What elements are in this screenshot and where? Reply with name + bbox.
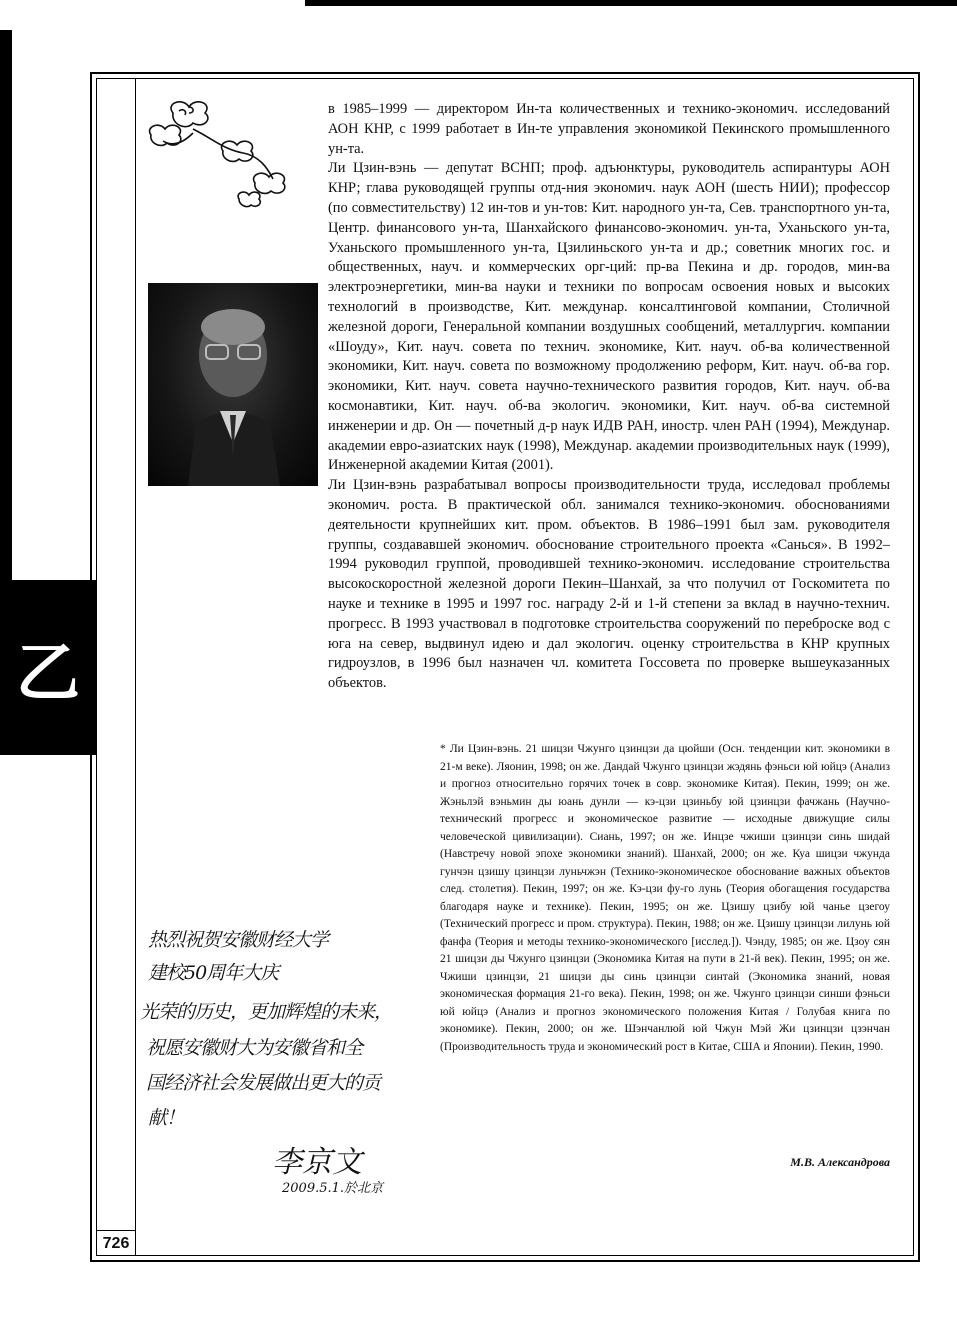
column-rule — [135, 78, 136, 1256]
references-text: * Ли Цзин-вэнь. 21 шицзи Чжунго цзинцзи да цюйши (Осн. тенденции кит. экономики в 21-м веке). Ляонин, 1998; он же. Дандай Чжунго цзинцзи жэдянь фэньси юй юйцэ (Анализ и прогноз относительно горячих точек в совр. экономике Китая). Пекин, 1999; он же. Жэньлэй вэньмин ды юань дунли — кэ-цзи цзиньбу юй цзинцзи фачжань (Научно-технический прогресс и экономическое развитие — исходные движущие силы человеческой цивилизации). Сиань, 1997; он же. Инцзе чжиши цзинцзи синь шидай (Навстречу новой эпохе экономики знаний). Шанхай, 2000; он же. Куа шицзи чжунда гунчэн цзишу цзинцзи луньчжэн (Технико-экономическое обоснование важных объектов след. столетия). Пекин, 1997; он же. Кэ-цзи фу-го лунь (Теория обогащения государства благодаря науке и технике). Пекин, 1995; он же. Цзишу цзибу юй чанье цзегоу (Технический прогресс и пром. структура). Пекин, 1988; он же. Цзишу цзинцзи лилунь юй фанфа (Теория и методы технико-экономического [исслед.]). Чэнду, 1985; он же. Цзоу сян 21 шицзи ды Чжунго цзинцзи (Экономика Китая на пути в 21-й век). Пекин, 1995; он же. Чжиши цзинцзи, 21 шицзи ды синь цзинцзи синтай (Экономика знаний, новая экономическая формация 21-го века). Пекин, 1998; он же. Чжунго цзинцзи синши фэньси юй юйцэ (Анализ и прогноз экономического положения Китая / Голубая книга по экономике). Пекин, 2000; он же. Шэнчанлюй юй Чжун Мэй Жи цзинцзи цзэнчан (Производительность труда и экономический рост в Китае, США и Японии). Пекин, 1990. — [440, 743, 890, 1053]
cloud-ornament-icon — [143, 95, 303, 215]
signature-date: 2009.5.1.於北京 — [282, 1181, 384, 1196]
portrait-figure — [148, 283, 318, 486]
page-number: 726 — [96, 1230, 136, 1257]
inscription-line: 祝愿安徽财大为安徽省和全 — [146, 1037, 363, 1059]
biography-text — [328, 100, 890, 694]
top-rule — [305, 0, 957, 6]
bio-paragraph: Ли Цзин-вэнь разрабатывал вопросы производительности труда, исследовал проблемы экономич. роста. В практической обл. занимался технико-экономич. обоснованиями деятельности крупнейших кит. пром. объектов. В 1986–1991 был зам. руководителя группы, создававшей экономич. обоснование строительного проекта «Санься». В 1992–1994 руководил группой, проводившей технико-экономич. исследование строительства высокоскоростной железной дороги Пекин–Шанхай, за что получил от Госкомитета по науке и технике в 1995 и 1997 гос. награду 2-й и 1-й степени за вклад в научно-технич. прогресс. В 1993 участвовал в подготовке строительства сооружений по переброске вод с юга на север, выдвинул идею и дал экологич. оценку строительства в КНР крупных гидроузлов, в 1996 был назначен чл. комитета Госсовета по проверке вышеуказанных объектов. — [328, 477, 890, 692]
bio-paragraph: Ли Цзин-вэнь — депутат ВСНП; проф. адъюнктуры, руководитель аспирантуры АОН КНР; глава руководящей группы отд-ния экономич. наук АОН (шесть НИИ); профессор (по совместительству) 12 ин-тов и ун-тов: Кит. народного ун-та, Сев. транспортного ун-та, Центр. финансового ун-та, Шанхайского финансово-экономич. ун-та, Уханьского ун-та, Уханьского промышленного ун-та, Цзилиньского ун-та и др.; советник многих гос. и общественных, науч. и коммерческих орг-ций: пр-ва Пекина и др. городов, мин-ва электроэнергетики, мин-ва науки и техники по вопросам освоения новых и высоких технологий в производстве, Кит. междунар. консалтинговой компании, Столичной железной дороги, Генеральной компании воздушных сообщений, металлургич. компании «Шоуду», Кит. науч. совета по технич. экономике, Кит. науч. об-ва количественной экономики, Кит. науч. совета по возможному продолжению реформ, Кит. науч. об-ва гор. экономики, Кит. науч. совета научно-технического развития городов, Кит. науч. об-ва космонавтики, Кит. науч. об-ва экологич. экономики, Кит. науч. об-ва системной инженерии и др. Он — почетный д-р наук ИДВ РАН, иностр. член РАН (1994), Междунар. академии евро-азиатских наук (1998), Междунар. академии производительных наук (1999), Инженерной академии Китая (2001). — [328, 160, 890, 474]
inscription-line: 献！ — [148, 1107, 185, 1129]
inscription-line: 建校50周年大庆 — [148, 962, 279, 984]
inscription-line: 热烈祝贺安徽财经大学 — [148, 929, 329, 951]
section-tab — [0, 580, 96, 755]
section-glyph: 乙 — [16, 636, 80, 711]
handwritten-inscription — [140, 925, 410, 1225]
signature-name: 李京文 — [272, 1145, 362, 1180]
article-author: М.В. Александрова — [790, 1155, 890, 1169]
page-edge-bar — [0, 30, 12, 610]
inscription-line: 光荣的历史，更加辉煌的未来， — [140, 1001, 393, 1023]
portrait-photo — [148, 283, 318, 486]
bio-paragraph: в 1985–1999 — директором Ин-та количественных и технико-экономич. исследований АОН КНР, с 1999 работает в Ин-те управления экономикой Пекинского промышленного ун-та. — [328, 101, 890, 157]
inscription-line: 国经济社会发展做出更大的贡 — [146, 1072, 381, 1094]
references-block — [440, 741, 890, 1056]
